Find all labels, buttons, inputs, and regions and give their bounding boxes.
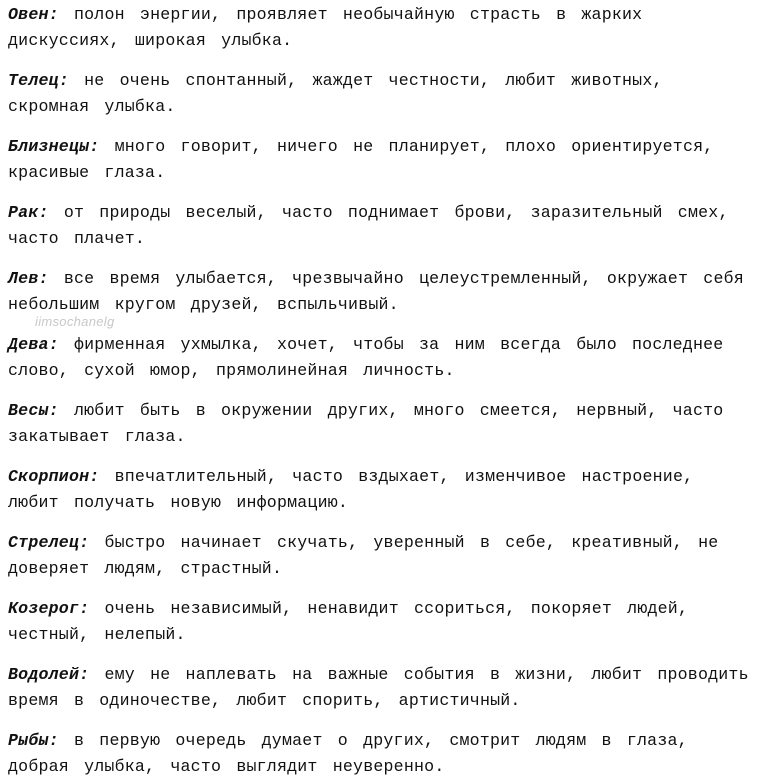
sign-label: Близнецы: (8, 137, 100, 156)
sign-description: любит быть в окружении других, много смеется, нервный, часто закатывает глаза. (8, 401, 724, 446)
sign-description: в первую очередь думает о других, смотрит людям в глаза, добрая улыбка, часто выглядит неуверенно. (8, 731, 688, 776)
entry-libra (8, 398, 753, 450)
entry-pisces (8, 728, 753, 780)
watermark-text: iimsochanelg (35, 314, 115, 329)
entry-taurus (8, 68, 753, 120)
sign-description: полон энергии, проявляет необычайную страсть в жарких дискуссиях, широкая улыбка. (8, 5, 643, 50)
sign-label: Дева: (8, 335, 59, 354)
entry-cancer (8, 200, 753, 252)
sign-label: Рыбы: (8, 731, 59, 750)
sign-label: Козерог: (8, 599, 90, 618)
entry-leo (8, 266, 753, 318)
entry-aries (8, 2, 753, 54)
entry-sagittarius (8, 530, 753, 582)
sign-label: Телец: (8, 71, 69, 90)
sign-description: от природы веселый, часто поднимает брови, заразительный смех, часто плачет. (8, 203, 729, 248)
sign-label: Стрелец: (8, 533, 90, 552)
sign-label: Водолей: (8, 665, 90, 684)
sign-label: Рак: (8, 203, 49, 222)
entry-scorpio (8, 464, 753, 516)
sign-label: Овен: (8, 5, 59, 24)
sign-description: очень независимый, ненавидит ссориться, покоряет людей, честный, нелепый. (8, 599, 689, 644)
sign-description: не очень спонтанный, жаждет честности, любит животных, скромная улыбка. (8, 71, 663, 116)
entry-aquarius (8, 662, 753, 714)
entry-virgo (8, 332, 753, 384)
sign-label: Лев: (8, 269, 49, 288)
sign-label: Скорпион: (8, 467, 100, 486)
sign-description: впечатлительный, часто вздыхает, изменчивое настроение, любит получать новую информацию. (8, 467, 694, 512)
entry-capricorn (8, 596, 753, 648)
sign-label: Весы: (8, 401, 59, 420)
entry-gemini (8, 134, 753, 186)
sign-description: много говорит, ничего не планирует, плохо ориентируется, красивые глаза. (8, 137, 714, 182)
sign-description: все время улыбается, чрезвычайно целеустремленный, окружает себя небольшим кругом друзей, вспыльчивый. (8, 269, 744, 314)
sign-description: быстро начинает скучать, уверенный в себе, креативный, не доверяет людям, страстный. (8, 533, 719, 578)
sign-description: фирменная ухмылка, хочет, чтобы за ним всегда было последнее слово, сухой юмор, прямолинейная личность. (8, 335, 724, 380)
sign-description: ему не наплевать на важные события в жизни, любит проводить время в одиночестве, любит спорить, артистичный. (8, 665, 749, 710)
